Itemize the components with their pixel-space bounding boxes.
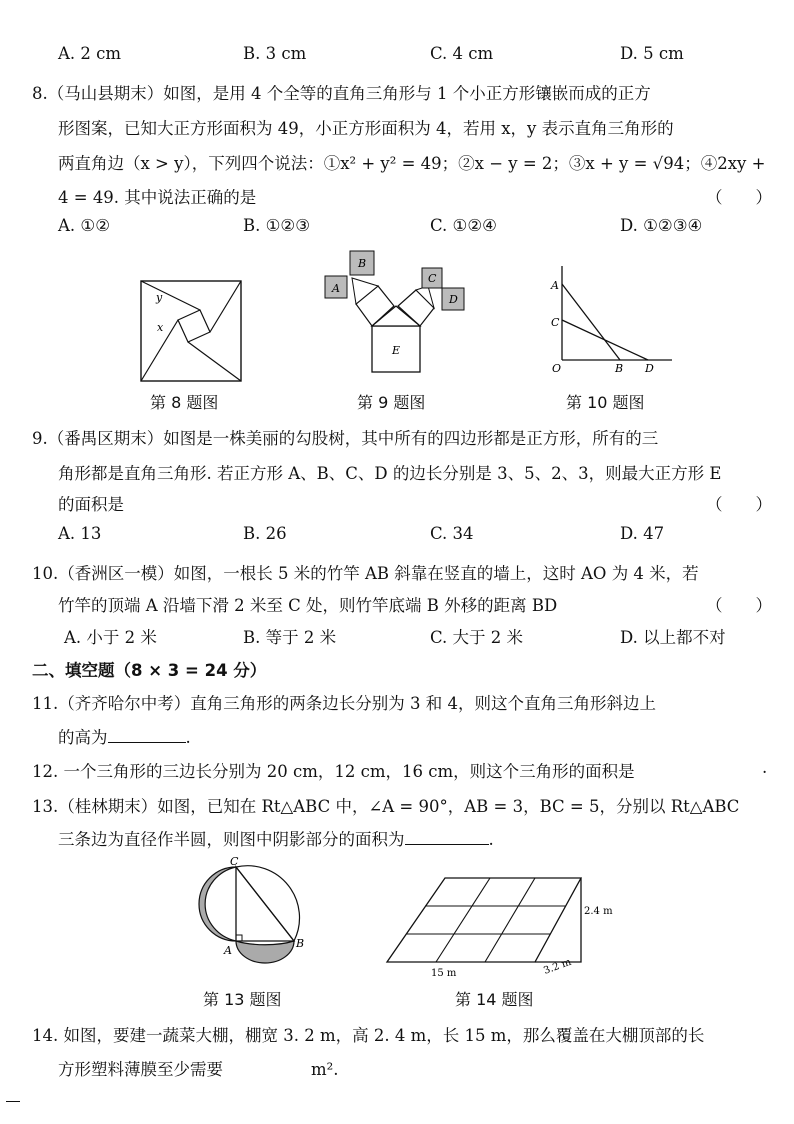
q10-option-c: C. 大于 2 米	[430, 628, 524, 647]
q8-option-c: C. ①②④	[430, 216, 497, 235]
q11-text-line2	[58, 724, 191, 748]
figure-8-caption: 第 8 题图	[150, 393, 219, 412]
q14-text-line1: 14. 如图，要建一蔬菜大棚，棚宽 3. 2 m，高 2. 4 m，长 15 m，那么覆盖在大棚顶部的长	[32, 1026, 705, 1045]
q7-option-b: B. 3 cm	[243, 44, 307, 63]
fig10-label-b: B	[615, 362, 624, 375]
q11-text-before-blank: 的高为	[58, 728, 108, 747]
q9-option-c: C. 34	[430, 524, 474, 543]
q14-text-line2	[58, 1056, 339, 1080]
figure-9-caption: 第 9 题图	[357, 393, 426, 412]
fig13-label-b: B	[296, 937, 305, 950]
fig13-label-a: A	[224, 944, 232, 957]
fig14-label-width: 3.2 m	[542, 956, 573, 977]
q9-answer-paren: （ ）	[706, 495, 772, 514]
q8-option-d: D. ①②③④	[620, 216, 703, 235]
figure-13-caption: 第 13 题图	[203, 990, 282, 1009]
q7-option-c: C. 4 cm	[430, 44, 494, 63]
q13-text-line1: 13.（桂林期末）如图，已知在 Rt△ABC 中，∠A = 90°，AB = 3，BC = 5，分别以 Rt△ABC	[32, 797, 740, 816]
q8-option-a: A. ①②	[58, 216, 110, 235]
q10-answer-paren: （ ）	[706, 596, 772, 615]
figure-8-pinwheel-square	[140, 280, 242, 382]
fig9-label-b: B	[358, 257, 367, 270]
q9-option-b: B. 26	[243, 524, 287, 543]
q12-text-end: .	[762, 758, 768, 777]
figure-10-ladder	[548, 262, 678, 376]
q9-text-line1: 9.（番禺区期末）如图是一株美丽的勾股树，其中所有的四边形都是正方形，所有的三	[32, 429, 659, 448]
fig10-label-c: C	[551, 316, 560, 329]
q11-text-line1: 11.（齐齐哈尔中考）直角三角形的两条边长分别为 3 和 4，则这个直角三角形斜边上	[32, 694, 656, 713]
q7-option-a: A. 2 cm	[58, 44, 122, 63]
q13-text-end: .	[488, 830, 494, 849]
q13-answer-blank[interactable]	[405, 828, 489, 845]
fig14-label-height: 2.4 m	[584, 906, 613, 917]
q11-text-end: .	[185, 728, 191, 747]
q10-option-a: A. 小于 2 米	[64, 628, 157, 647]
figure-9-pythagoras-tree	[322, 248, 472, 374]
page-margin-mark	[6, 1101, 20, 1102]
q8-text-line2: 形图案，已知大正方形面积为 49，小正方形面积为 4，若用 x，y 表示直角三角形的	[58, 119, 674, 138]
fig10-label-a: A	[551, 279, 559, 292]
figure-14-caption: 第 14 题图	[455, 990, 534, 1009]
fig9-label-e: E	[392, 344, 401, 357]
q8-text-line4: 4 = 49. 其中说法正确的是	[58, 188, 257, 207]
q8-text-line3: 两直角边（x > y），下列四个说法：①x² + y² = 49；②x − y = 2；③x + y = √94；④2xy +	[58, 154, 766, 173]
q13-text-line2	[58, 826, 494, 850]
section-2-title: 二、填空题（8 × 3 = 24 分）	[32, 661, 267, 680]
q10-text-line1: 10.（香洲区一模）如图，一根长 5 米的竹竿 AB 斜靠在竖直的墙上，这时 AO 为 4 米，若	[32, 564, 699, 583]
q10-option-d: D. 以上都不对	[620, 628, 726, 647]
q9-option-a: A. 13	[58, 524, 102, 543]
q13-text-before-blank: 三条边为直径作半圆，则图中阴影部分的面积为	[58, 830, 405, 849]
q9-text-line3: 的面积是	[58, 495, 124, 514]
figure-10-caption: 第 10 题图	[566, 393, 645, 412]
fig10-label-d: D	[645, 362, 654, 375]
fig8-label-x: x	[157, 321, 164, 334]
q10-option-b: B. 等于 2 米	[243, 628, 337, 647]
q11-answer-blank[interactable]	[108, 726, 186, 743]
q8-answer-paren: （ ）	[706, 188, 772, 207]
fig13-label-c: C	[230, 855, 239, 868]
fig9-label-a: A	[332, 282, 340, 295]
fig14-label-length: 15 m	[431, 968, 457, 979]
figure-14-greenhouse	[385, 870, 625, 980]
figure-13-semicircles	[190, 855, 315, 980]
fig9-label-c: C	[428, 272, 437, 285]
fig10-label-o: O	[552, 362, 562, 375]
q8-option-b: B. ①②③	[243, 216, 310, 235]
q14-text-before-blank: 方形塑料薄膜至少需要	[58, 1060, 223, 1079]
q9-text-line2: 角形都是直角三角形. 若正方形 A、B、C、D 的边长分别是 3、5、2、3，则最大正方形 E	[58, 464, 722, 483]
fig9-label-d: D	[449, 293, 458, 306]
q10-text-line2: 竹竿的顶端 A 沿墙下滑 2 米至 C 处，则竹竿底端 B 外移的距离 BD	[58, 596, 558, 615]
q14-text-unit: m².	[311, 1060, 339, 1079]
q7-option-d: D. 5 cm	[620, 44, 684, 63]
q14-answer-blank[interactable]	[223, 1058, 311, 1075]
q9-option-d: D. 47	[620, 524, 665, 543]
fig8-label-y: y	[156, 291, 163, 304]
q8-text-line1: 8.（马山县期末）如图，是用 4 个全等的直角三角形与 1 个小正方形镶嵌而成的正方	[32, 84, 651, 103]
q12-text-line1: 12. 一个三角形的三边长分别为 20 cm，12 cm，16 cm，则这个三角形的面积是	[32, 762, 635, 781]
